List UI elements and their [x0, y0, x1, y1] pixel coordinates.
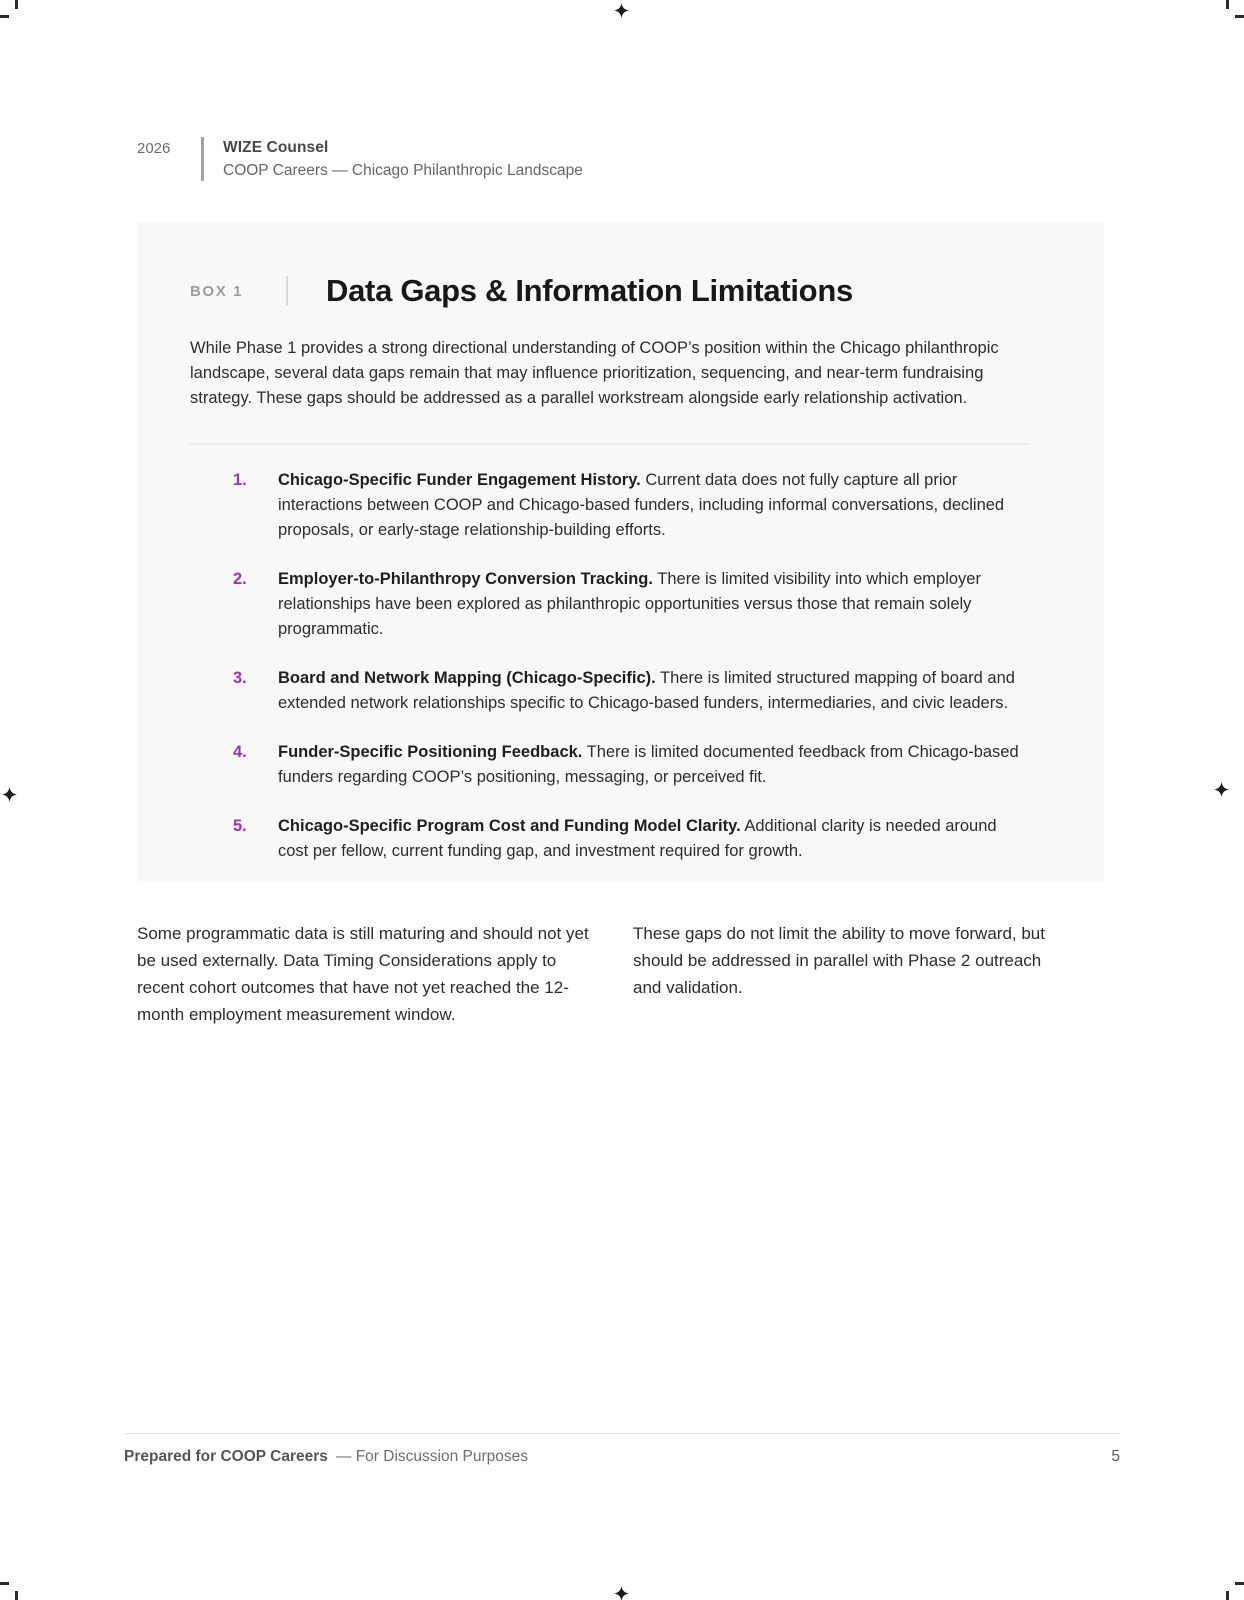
header-org-name: WIZE Counsel	[223, 139, 329, 156]
box-heading-row	[137, 273, 1104, 309]
page-number: 5	[1111, 1448, 1120, 1465]
closing-paragraph-right: These gaps do not limit the ability to move forward, but should be addressed in parallel with Phase 2 outreach and validation.	[633, 924, 1045, 997]
box-label: BOX 1	[190, 282, 244, 300]
list-item-text	[278, 814, 1030, 864]
sparkle-icon	[2, 787, 17, 802]
box-title: Data Gaps & Information Limitations	[326, 273, 853, 308]
box-section-divider	[190, 443, 1030, 445]
header-year: 2026	[137, 140, 171, 157]
list-item-number: 4.	[233, 743, 247, 761]
crop-mark-top-left-horizontal	[0, 15, 9, 18]
header-subtitle: COOP Careers — Chicago Philanthropic Landscape	[223, 162, 583, 179]
list-item-text	[278, 666, 1030, 716]
closing-paragraph-left: Some programmatic data is still maturing and should not yet be used externally. Data Timing Considerations apply to recent cohort outcomes that have not yet reached the 12-month employment measurement window.	[137, 924, 589, 1024]
crop-mark-top-right-vertical	[1226, 0, 1229, 9]
footer-note: — For Discussion Purposes	[335, 1448, 528, 1465]
list-item	[137, 567, 1104, 642]
crop-mark-top-right-horizontal	[1235, 15, 1244, 18]
document-footer	[124, 1448, 1120, 1466]
list-item-title: Employer-to-Philanthropy Conversion Tracking.	[278, 570, 653, 588]
list-item-title: Chicago-Specific Funder Engagement History.	[278, 471, 641, 489]
list-item-body: There is limited documented feedback from Chicago-based funders regarding COOP’s positioning, messaging, or perceived fit.	[278, 743, 1019, 786]
header-divider	[201, 137, 204, 181]
list-item-number: 5.	[233, 817, 247, 835]
list-item	[137, 666, 1104, 716]
footer-text	[124, 1448, 528, 1466]
list-item-title: Chicago-Specific Program Cost and Funding Model Clarity.	[278, 817, 741, 835]
list-item-text	[278, 740, 1030, 790]
crop-mark-bottom-right-horizontal	[1235, 1582, 1244, 1585]
footer-divider	[124, 1433, 1120, 1434]
sparkle-icon	[614, 3, 629, 18]
list-item-body: There is limited visibility into which employer relationships have been explored as philanthropic opportunities versus those that remain solely programmatic.	[278, 570, 981, 638]
data-gap-list	[137, 468, 1104, 864]
list-item-body: There is limited structured mapping of board and extended network relationships specific to Chicago-based funders, intermediaries, and civic leaders.	[278, 669, 1015, 712]
crop-mark-bottom-left-vertical	[15, 1591, 18, 1600]
list-item	[137, 814, 1104, 864]
list-item	[137, 740, 1104, 790]
list-item-body: Current data does not fully capture all prior interactions between COOP and Chicago-based funders, including informal conversations, declined proposals, or early-stage relationship-building efforts.	[278, 471, 1005, 539]
list-item-title: Board and Network Mapping (Chicago-Specific).	[278, 669, 656, 687]
sparkle-icon	[1214, 782, 1229, 797]
list-item-text	[278, 468, 1030, 543]
closing-columns	[137, 920, 1105, 1028]
document-header	[137, 137, 583, 181]
footer-prepared-for: Prepared for COOP Careers	[124, 1448, 328, 1465]
box-heading-divider	[286, 276, 288, 306]
list-item-number: 2.	[233, 570, 247, 588]
sparkle-icon	[614, 1586, 629, 1600]
box-intro-paragraph: While Phase 1 provides a strong directional understanding of COOP’s position within the Chicago philanthropic landscape, several data gaps remain that may influence prioritization, sequencing, and near-term fundraising strategy. These gaps should be addressed as a parallel workstream alongside early relationship activation.	[190, 339, 999, 407]
crop-mark-bottom-right-vertical	[1226, 1591, 1229, 1600]
list-item-number: 3.	[233, 669, 247, 687]
list-item-number: 1.	[233, 471, 247, 489]
list-item-title: Funder-Specific Positioning Feedback.	[278, 743, 583, 761]
list-item-body: Additional clarity is needed around cost per fellow, current funding gap, and investment required for growth.	[278, 817, 997, 860]
info-box	[137, 222, 1104, 881]
list-item	[137, 468, 1104, 543]
list-item-text	[278, 567, 1030, 642]
crop-mark-bottom-left-horizontal	[0, 1582, 9, 1585]
crop-mark-top-left-vertical	[15, 0, 18, 9]
